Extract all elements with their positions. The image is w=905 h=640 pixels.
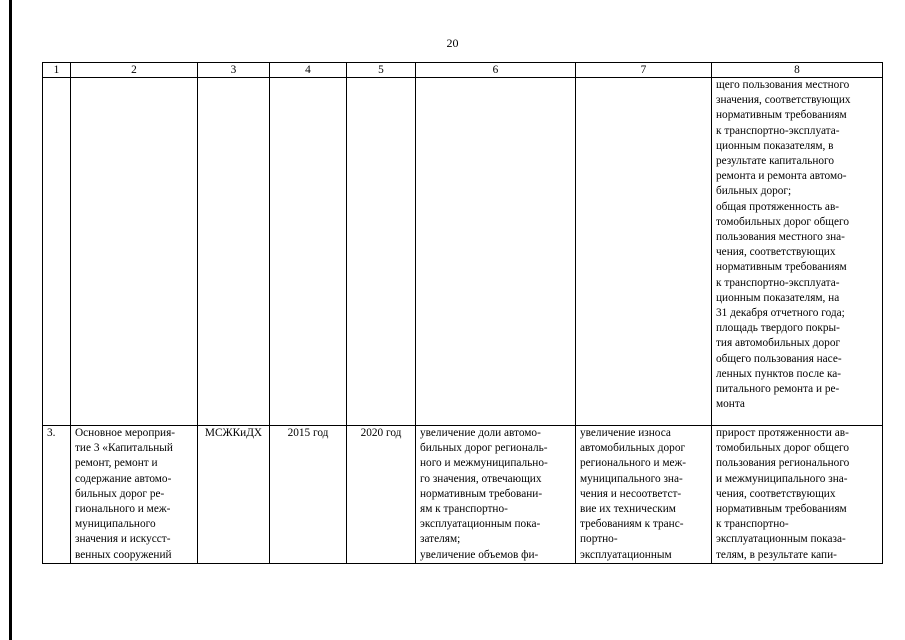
column-header-1: 1 bbox=[43, 63, 71, 78]
end-year-cell: 2020 год bbox=[347, 426, 416, 564]
table-cell-empty bbox=[198, 78, 270, 426]
table-cell-empty bbox=[347, 78, 416, 426]
table-row-continuation bbox=[43, 78, 883, 426]
consequences-cell: увеличение износа автомобильных дорог регионального и меж- муниципального зна- чения и несоответст- вие их техническим требованиям к транс- портно- эксплуатационным bbox=[576, 426, 712, 564]
expected-result-cell: увеличение доли автомо- бильных дорог региональ- ного и межмуниципально- го значения, отвечающих нормативным требовани- ям к транспортно- эксплуатационным пока- зателям; увеличение объемов фи- bbox=[416, 426, 576, 564]
column-header-7: 7 bbox=[576, 63, 712, 78]
table-cell-empty bbox=[416, 78, 576, 426]
column-header-8: 8 bbox=[712, 63, 883, 78]
executor-cell: МСЖКиДХ bbox=[198, 426, 270, 564]
page-number: 20 bbox=[446, 36, 459, 50]
measure-name-cell: Основное мероприя- тие 3 «Капитальный ремонт, ремонт и содержание автомо- бильных дорог ре- гионального и меж- муниципального значения и искусст- венных сооружений bbox=[71, 426, 198, 564]
column-header-5: 5 bbox=[347, 63, 416, 78]
column-number-row bbox=[43, 63, 883, 78]
row-number-cell: 3. bbox=[43, 426, 71, 564]
column-header-4: 4 bbox=[270, 63, 347, 78]
table-cell-empty bbox=[71, 78, 198, 426]
indicators-continued-cell: щего пользования местного значения, соответствующих нормативным требованиям к транспортно-эксплуата- ционным показателям, в результате капитального ремонта и ремонта автомо- бильных дорог; общая протяженность ав- томобильных дорог общего пользования местного зна- чения, соответствующих нормативным требованиям к транспортно-эксплуата- ционным показателям, на 31 декабря отчетного года; площадь твердого покры- тия автомобильных дорог общего пользования насе- ленных пунктов после ка- питального ремонта и ре- монта bbox=[712, 78, 883, 426]
start-year-cell: 2015 год bbox=[270, 426, 347, 564]
program-table bbox=[42, 62, 883, 564]
scan-edge-line bbox=[9, 0, 12, 640]
table-cell-empty bbox=[270, 78, 347, 426]
table-row-measure-3 bbox=[43, 426, 883, 564]
table-cell-empty bbox=[43, 78, 71, 426]
column-header-6: 6 bbox=[416, 63, 576, 78]
column-header-2: 2 bbox=[71, 63, 198, 78]
indicators-cell: прирост протяженности ав- томобильных дорог общего пользования регионального и межмуниципального зна- чения, соответствующих нормативным требованиям к транспортно- эксплуатационным показа- телям, в результате капи- bbox=[712, 426, 883, 564]
column-header-3: 3 bbox=[198, 63, 270, 78]
table-cell-empty bbox=[576, 78, 712, 426]
